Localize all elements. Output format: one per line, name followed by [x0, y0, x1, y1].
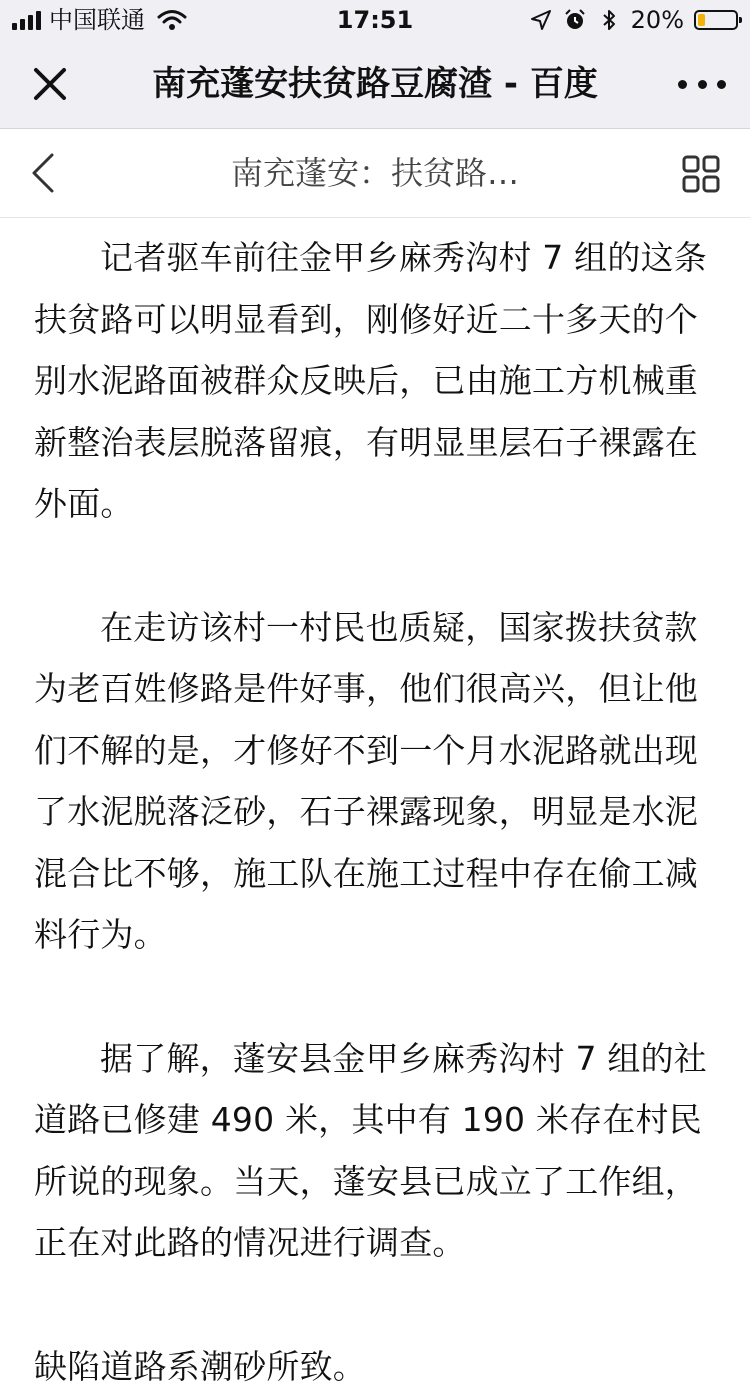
article-paragraph: 记者驱车前往金甲乡麻秀沟村 7 组的这条扶贫路可以明显看到，刚修好近二十多天的个别水泥路面被群众反映后，已由施工方机械重新整治表层脱落留痕，有明显里层石子裸露在外面。	[34, 227, 718, 535]
article-closing-line: 缺陷道路系潮砂所致。	[34, 1336, 718, 1397]
alarm-icon	[563, 8, 587, 32]
battery-percent: 20%	[631, 5, 684, 35]
status-bar	[0, 0, 750, 40]
battery-fill	[698, 14, 705, 26]
page-title: 南充蓬安：扶贫路…	[100, 149, 650, 197]
more-icon[interactable]	[678, 66, 726, 102]
carrier-label: 中国联通	[49, 5, 145, 35]
bluetooth-icon	[597, 8, 621, 32]
location-icon	[529, 8, 553, 32]
battery-icon	[694, 10, 738, 30]
status-right	[529, 5, 738, 35]
nav-bar	[0, 40, 750, 129]
nav-title: 南充蓬安扶贫路豆腐渣 - 百度	[110, 62, 640, 106]
clock: 17:51	[0, 5, 750, 35]
article-paragraph: 在走访该村一村民也质疑，国家拨扶贫款为老百姓修路是件好事，他们很高兴，但让他们不解的是，才修好不到一个月水泥路就出现了水泥脱落泛砂，石子裸露现象，明显是水泥混合比不够，施工队在施工过程中存在偷工减料行为。	[34, 597, 718, 966]
chevron-left-icon[interactable]	[24, 149, 64, 197]
page-header	[0, 129, 750, 218]
grid-icon[interactable]	[682, 155, 720, 193]
close-icon[interactable]	[30, 64, 70, 104]
article-body	[34, 227, 718, 1397]
article-paragraph: 据了解，蓬安县金甲乡麻秀沟村 7 组的社道路已修建 490 米，其中有 190 米存在村民所说的现象。当天，蓬安县已成立了工作组，正在对此路的情况进行调查。	[34, 1028, 718, 1274]
